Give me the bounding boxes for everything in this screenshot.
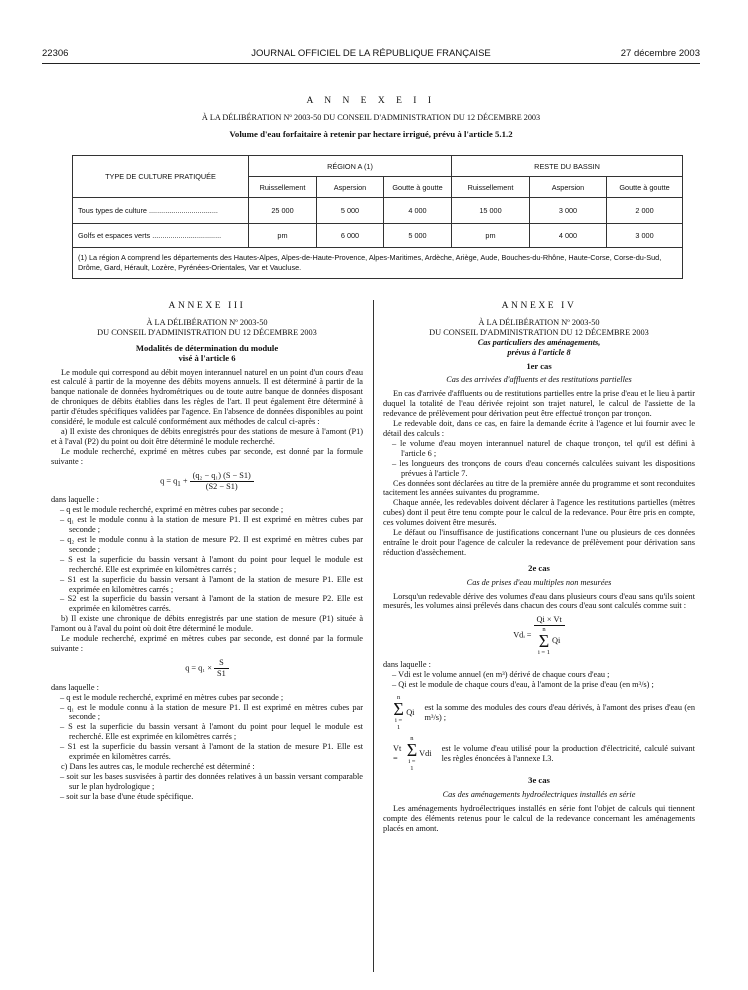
sum-vt-text: est le volume d'eau utilisé pour la production d'électricité, calculé suivant les règles énoncées à l'annexe I.3. <box>441 743 695 763</box>
case-1-item: – les longueurs des tronçons de cours d'eau concernés calculées suivant les dispositions prévues à l'article 7. <box>392 458 695 478</box>
table-cell: 4 000 <box>530 224 607 248</box>
annex-3-case-c: c) Dans les autres cas, le module recherché est déterminé : <box>61 761 255 771</box>
sum-variable: Qi <box>552 636 561 646</box>
sub-header: Ruissellement <box>249 177 317 198</box>
table-row <box>73 198 683 224</box>
table-cell: pm <box>249 224 317 248</box>
formula-b-lhs: q = q₁ × <box>185 663 212 673</box>
header-rule <box>42 63 700 64</box>
definition-item: – S est la superficie du bassin versant à l'amont du point pour lequel le module est recherché. Elle est exprimée en kilomètres carrés ; <box>60 554 363 574</box>
annex-3-column <box>51 302 363 802</box>
sum-top: n <box>396 694 401 701</box>
table-cell: 3 000 <box>607 224 683 248</box>
formula-a-numerator: (q₂ − q₁) (S − S1) <box>190 471 254 482</box>
row-label: Golfs et espaces verts .................................. <box>73 224 249 248</box>
table-row <box>73 224 683 248</box>
annex-4-ref-1: À LA DÉLIBÉRATION Nº 2003-50 <box>478 317 600 327</box>
dans-laquelle-b: dans laquelle : <box>51 682 99 692</box>
annex-4-title: ANNEXE IV <box>501 301 577 311</box>
formula-a-plus: + <box>182 475 188 485</box>
definition-item: – q₂ est le module connu à la station de mesure P2. Il est exprimé en mètres cubes par seconde ; <box>60 535 363 554</box>
definition-item: – q est le module recherché, exprimé en mètres cubes par seconde ; <box>60 692 284 702</box>
formula-a-lhs: q = q <box>160 475 178 485</box>
sum-qi-definition <box>393 694 695 731</box>
region-a-header: RÉGION A (1) <box>249 156 452 177</box>
annex-2-reference: À LA DÉLIBÉRATION Nº 2003-50 DU CONSEIL D'ADMINISTRATION DU 12 DÉCEMBRE 2003 <box>201 113 541 122</box>
case-3-title: Cas des aménagements hydroélectriques installés en série <box>442 789 636 799</box>
annex-3-intro: Le module qui correspond au débit moyen interannuel naturel en un point d'un cours d'eau est calculé à partir de la moyenne des débits moyens annuels. Il est déterminé à partir de la banque nationale de données hydrométriques ou de toute autre banque de données disposant de chroniques de débits établies dans les règles de l'art. Il peut également être déterminé à partir d'études spécifiques validées par l'agence. En l'absence de données disponibles au point considéré, le module est calculé conformément aux méthodes de calcul ci-après : <box>51 367 363 427</box>
table-footnote: (1) La région A comprend les départements des Hautes-Alpes, Alpes-de-Haute-Provence, Alpes-Maritimes, Ardèche, Ariège, Aude, Bouches-du-Rhône, Haute-Corse, Corse-du-Sud, Drôme, Gard, Hérault, Lozère, Pyrénées-Orientales, Var et Vaucluse. <box>73 248 683 279</box>
annex-4-column <box>383 302 695 834</box>
table-cell: 3 000 <box>530 198 607 224</box>
definition-item: – Qi est le module de chaque cours d'eau, à l'amont de la prise d'eau (en m³/s) ; <box>392 680 654 690</box>
case-1-label: 1er cas <box>526 360 552 371</box>
table-cell: pm <box>452 224 530 248</box>
sub-header: Goutte à goutte <box>607 177 683 198</box>
case-1-item: – le volume d'eau moyen interannuel naturel de chaque tronçon, tel qu'il est défini à l'article 6 ; <box>392 438 695 458</box>
table-cell: 6 000 <box>317 224 384 248</box>
sum-variable: Qi <box>406 707 415 717</box>
annex-2-subtitle: Volume d'eau forfaitaire à retenir par hectare irrigué, prévu à l'article 5.1.2 <box>229 129 513 139</box>
journal-title: JOURNAL OFFICIEL DE LA RÉPUBLIQUE FRANÇAISE <box>251 48 491 59</box>
annex-3-formula-a-intro: Le module recherché, exprimé en mètres cubes par seconde, est donné par la formule suivante : <box>51 446 363 466</box>
formula-a <box>51 471 363 492</box>
sum-top: n <box>410 735 414 742</box>
case-2-paragraph: Lorsqu'un redevable dérive des volumes d'eau dans plusieurs cours d'eau sans qu'ils soient mesurés, les volumes ainsi prélevés dans chacun des cours d'eau sont calculés comme suit : <box>383 591 695 611</box>
sub-header: Ruissellement <box>452 177 530 198</box>
annex-3-ref-1: À LA DÉLIBÉRATION Nº 2003-50 <box>146 317 268 327</box>
definition-item: – q₁ est le module connu à la station de mesure P1. Il est exprimé en mètres cubes par seconde ; <box>60 515 363 535</box>
dans-laquelle-a: dans laquelle : <box>51 495 99 505</box>
annex-3-heading-1: Modalités de détermination du module <box>135 342 279 353</box>
sum-top: n <box>542 626 546 634</box>
table-cell: 15 000 <box>452 198 530 224</box>
definition-item: – S est la superficie du bassin versant à l'amont du point pour lequel le module est recherché. Elle est exprimée en kilomètres carrés ; <box>60 722 363 742</box>
annex-3-heading-2: visé à l'article 6 <box>178 352 236 363</box>
sub-header: Goutte à goutte <box>384 177 452 198</box>
formula-a-lhs-sub: 1 <box>177 480 181 488</box>
sigma-icon: Σ <box>538 631 550 652</box>
annex-4-ref-2: DU CONSEIL D'ADMINISTRATION DU 12 DÉCEMBRE 2003 <box>429 327 649 337</box>
sum-qi-text: est la somme des modules des cours d'eau dérivés, à l'amont des prises d'eau (en m³/s) ; <box>424 702 695 722</box>
definition-item: – S1 est la superficie du bassin versant à l'amont de la station de mesure P1. Elle est exprimée en kilomètres carrés ; <box>60 574 363 594</box>
table-cell: 25 000 <box>249 198 317 224</box>
annex-2-heading <box>42 96 700 139</box>
annex-4-heading-2: prévus à l'article 8 <box>507 347 571 357</box>
case-3-paragraph: Les aménagements hydroélectriques installés en série font l'objet de calculs qui tiennent compte des éléments retenus pour le calcul de la redevance concernant les aménagements placés en amont. <box>383 803 695 833</box>
case-2-title: Cas de prises d'eau multiples non mesurées <box>466 577 612 587</box>
sigma-icon: Σ <box>406 740 418 760</box>
formula-b-numerator: S <box>214 658 229 669</box>
definition-item: – q₁ est le module connu à la station de mesure P1. Il est exprimé en mètres cubes par seconde ; <box>60 702 363 722</box>
formula-vd <box>383 615 695 656</box>
sub-header: Aspersion <box>530 177 607 198</box>
annex-3-case-b: b) Il existe une chronique de débits enregistrés par une station de mesure (P1) située à l'amont ou à l'aval du point où doit être déterminé le module. <box>51 614 363 634</box>
sum-variable: Vdi <box>419 748 432 758</box>
formula-b <box>51 658 363 679</box>
page-header <box>42 48 700 62</box>
definition-item: – S2 est la superficie du bassin versant à l'amont de la station de mesure P2. Elle est exprimée en kilomètres carrés. <box>60 594 363 614</box>
case-1-paragraph: En cas d'arrivée d'affluents ou de restitutions partielles entre la prise d'eau et le lieu à partir duquel la totalité de l'eau dérivée rejoint son trajet naturel, le calcul de l'assiette de la redevance de prélèvement pour dérivation peut être effectué tronçon par tronçon. <box>383 389 695 419</box>
issue-date: 27 décembre 2003 <box>620 48 700 59</box>
table-cell: 5 000 <box>317 198 384 224</box>
definition-item: – soit sur les bases susvisées à partir des données relatives à un bassin versant comparable sur le plan hydrologique ; <box>60 771 363 791</box>
case-3-label: 3e cas <box>528 775 550 785</box>
sum-bottom: i = 1 <box>537 649 550 657</box>
table-cell: 5 000 <box>384 224 452 248</box>
table-cell: 2 000 <box>607 198 683 224</box>
case-1-paragraph: Le défaut ou l'insuffisance de justifications concernant l'une ou plusieurs de ces données entraîne le droit pour l'agence de calculer la redevance de prélèvement pour dérivation sans réduction d'assèchement. <box>383 528 695 557</box>
annex-3-case-a: a) Il existe des chroniques de débits enregistrés pour des stations de mesure à l'amont (P1) et à l'aval (P2) du point ou doit être déterminé le module recherché. <box>51 426 363 446</box>
column-divider <box>373 300 374 972</box>
formula-vd-numerator: Qi × Vt <box>534 615 565 626</box>
definition-item: – soit sur la base d'une étude spécifique. <box>60 791 194 801</box>
type-culture-header: TYPE DE CULTURE PRATIQUÉE <box>73 156 249 198</box>
case-1-title: Cas des arrivées d'affluents et des restitutions partielles <box>446 375 632 385</box>
case-2-label: 2e cas <box>528 562 550 573</box>
annex-3-formula-b-intro: Le module recherché, exprimé en mètres cubes par seconde, est donné par la formule suivante : <box>51 634 363 653</box>
case-1-paragraph: Chaque année, les redevables doivent déclarer à l'agence les restitutions partielles (mètres cubes) dont il peut être tenu compte pour le calcul de la redevance. Pour être pris en compte, ces volumes doivent être mesurés. <box>383 498 695 528</box>
definition-item: – Vdi est le volume annuel (en m³) dérivé de chaque cours d'eau ; <box>392 670 610 680</box>
formula-vd-lhs: Vdᵢ = <box>513 630 532 640</box>
sum-bottom: i = 1 <box>395 717 403 731</box>
case-1-paragraph: Ces données sont déclarées au titre de la première année du programme et sont reconduites tacitement les années suivantes du programme. <box>383 478 695 498</box>
sum-bottom: i = 1 <box>408 758 416 772</box>
annex-3-ref-2: DU CONSEIL D'ADMINISTRATION DU 12 DÉCEMBRE 2003 <box>97 327 317 337</box>
definition-item: – q est le module recherché, exprimé en mètres cubes par seconde ; <box>60 505 284 515</box>
annex-2-title: A N N E X E I I <box>306 96 436 106</box>
definition-item: – S1 est la superficie du bassin versant à l'amont de la station de mesure P1. Elle est exprimée en kilomètres carrés. <box>60 742 363 762</box>
sum-vt-lhs: Vt = <box>393 743 402 763</box>
annex-3-title: ANNEXE III <box>168 301 246 311</box>
table-cell: 4 000 <box>384 198 452 224</box>
page-number: 22306 <box>42 48 69 59</box>
formula-a-denominator: (S2 − S1) <box>205 481 238 491</box>
case-1-paragraph: Le redevable doit, dans ce cas, en faire la demande écrite à l'agence et lui fournir avec le détail des calculs : <box>383 419 695 438</box>
sum-vt-definition <box>393 735 695 772</box>
annex-4-heading-1: Cas particuliers des aménagements, <box>477 337 601 347</box>
irrigation-volume-table <box>72 155 683 279</box>
formula-vd-denominator <box>534 626 565 656</box>
reste-bassin-header: RESTE DU BASSIN <box>452 156 683 177</box>
sub-header: Aspersion <box>317 177 384 198</box>
sigma-icon: Σ <box>393 699 404 719</box>
formula-b-denominator: S1 <box>217 668 226 678</box>
dans-laquelle-2: dans laquelle : <box>383 660 431 670</box>
row-label: Tous types de culture .................................. <box>73 198 249 224</box>
